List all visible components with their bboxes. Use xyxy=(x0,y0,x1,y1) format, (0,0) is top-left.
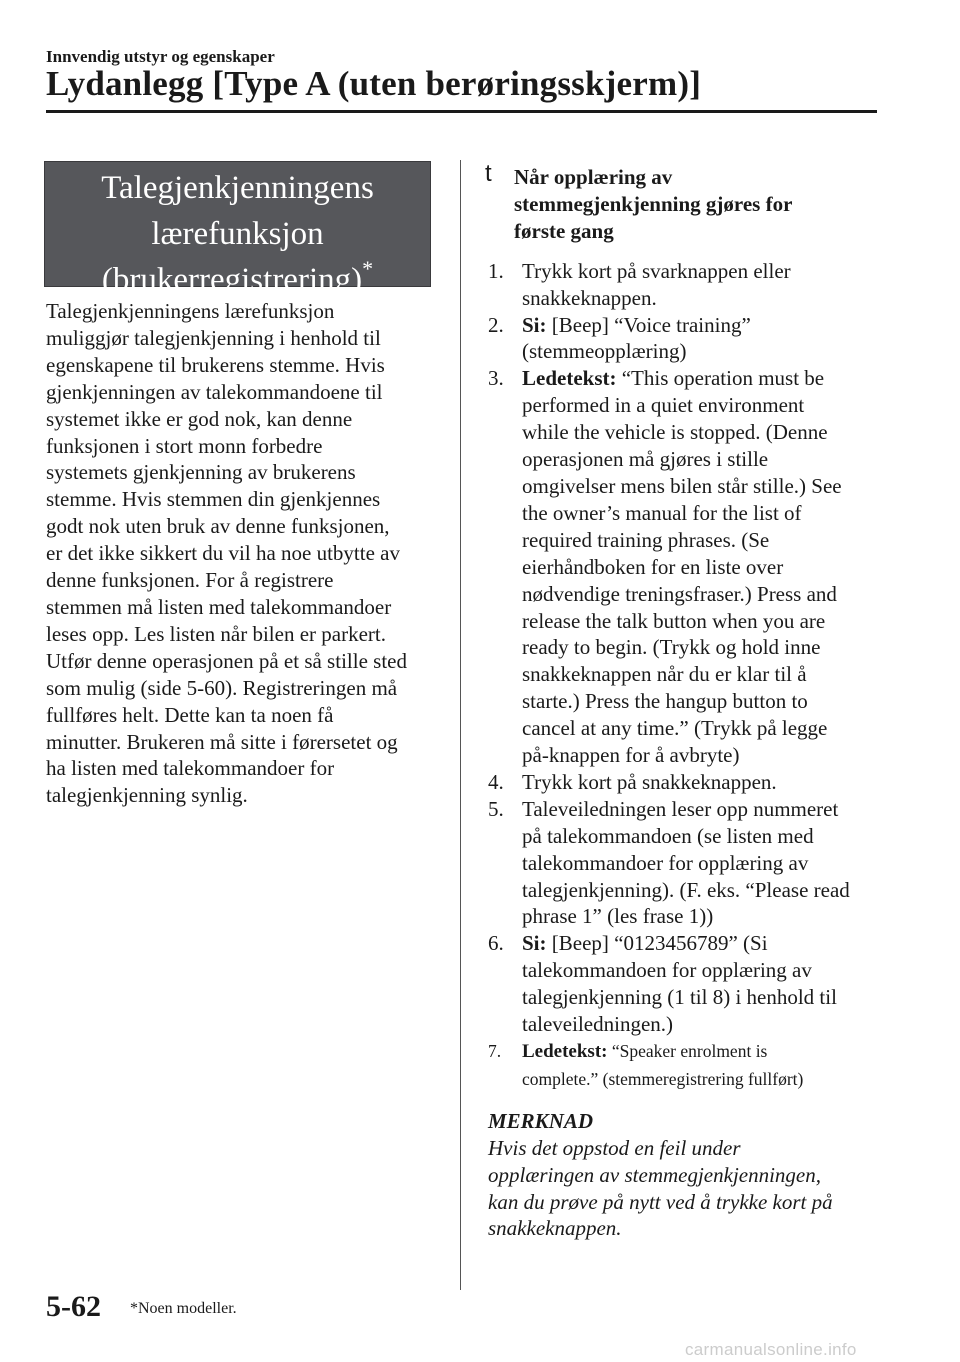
intro-line: Utfør denne operasjonen på et så stille sted xyxy=(46,648,407,673)
step-text: omgivelser mens bilen står stille.) See xyxy=(522,473,842,498)
heading-line-2: lærefunksjon xyxy=(151,216,324,252)
step-text: (stemmeopplæring) xyxy=(522,339,687,364)
step-text: ready to begin. (Trykk og hold inne xyxy=(522,635,821,660)
note-label: MERKNAD xyxy=(488,1108,594,1133)
watermark: carmanualsonline.info xyxy=(685,1340,857,1359)
note-line: snakkeknappen. xyxy=(488,1216,622,1241)
intro-paragraph xyxy=(46,298,438,809)
step-item xyxy=(488,930,888,1038)
step-number: 2. xyxy=(488,312,504,337)
intro-line: funksjonen i stort monn forbedre xyxy=(46,433,323,458)
step-text: release the talk button when you are xyxy=(522,608,826,633)
step-text: performed in a quiet environment xyxy=(522,393,805,418)
intro-line: egenskapene til brukerens stemme. Hvis xyxy=(46,352,385,377)
step-text: Trykk kort på snakkeknappen. xyxy=(522,769,777,794)
sub-heading xyxy=(485,160,888,245)
bullet-icon: t xyxy=(485,160,492,187)
intro-line: er det ikke sikkert du vil ha noe utbytte av xyxy=(46,541,400,566)
step-number: 5. xyxy=(488,796,504,821)
heading-line-1: Talegjenkjenningens xyxy=(101,170,374,206)
step-text: [Beep] “0123456789” (Si xyxy=(546,931,768,956)
step-text: [Beep] “Voice training” xyxy=(546,312,751,337)
step-text: snakkeknappen. xyxy=(522,285,657,310)
step-item xyxy=(488,365,888,769)
note-line: Hvis det oppstod en feil under xyxy=(488,1135,741,1160)
step-text: på talekommandoen (se listen med xyxy=(522,823,814,848)
sub-heading-line: første gang xyxy=(514,218,614,243)
intro-line: systemets gjenkjenning av brukerens xyxy=(46,460,356,485)
step-item xyxy=(488,258,888,312)
step-text: talegjenkjenning (1 til 8) i henhold til xyxy=(522,985,837,1010)
sub-heading-line: Når opplæring av xyxy=(514,165,673,189)
step-item xyxy=(488,1038,888,1093)
step-text: Trykk kort på svarknappen eller xyxy=(522,258,791,283)
sub-heading-line: stemmegjenkjenning gjøres for xyxy=(514,191,793,216)
step-text: taleveiledningen.) xyxy=(522,1012,674,1037)
intro-line: leses opp. Les listen når bilen er parkert. xyxy=(46,621,386,646)
note-text xyxy=(488,1135,888,1243)
step-text: phrase 1” (les frase 1)) xyxy=(522,904,714,929)
intro-line: denne funksjonen. For å registrere xyxy=(46,568,334,593)
heading-line-3 xyxy=(45,257,430,303)
column-divider xyxy=(460,160,461,1290)
step-number: 4. xyxy=(488,769,504,794)
intro-line: Talegjenkjenningens lærefunksjon xyxy=(46,299,335,323)
step-label: Si: xyxy=(522,312,547,337)
step-text: complete.” (stemmeregistrering fullført) xyxy=(522,1068,804,1089)
step-text: talekommandoer for opplæring av xyxy=(522,850,809,875)
step-item xyxy=(488,769,888,796)
page-number: 5-62 xyxy=(46,1290,101,1323)
step-label: Ledetekst: xyxy=(522,1041,608,1062)
step-text: nødvendige treningsfraser.) Press and xyxy=(522,581,837,606)
intro-line: ha listen med talekommandoer for xyxy=(46,756,335,781)
heading-line-3-text: (brukerregistrering) xyxy=(101,262,363,298)
step-text: eierhåndboken for en liste over xyxy=(522,554,784,579)
section-heading-box xyxy=(44,161,431,298)
intro-line: som mulig (side 5-60). Registreringen må xyxy=(46,675,398,700)
intro-line: minutter. Brukeren må sitte i førersetet og xyxy=(46,729,398,754)
step-text: “This operation must be xyxy=(616,366,825,391)
intro-line: gjenkjenningen av talekommandoene til xyxy=(46,379,383,404)
title-rule xyxy=(46,110,877,113)
intro-line: godt nok uten bruk av denne funksjonen, xyxy=(46,514,390,539)
step-number: 7. xyxy=(488,1041,502,1061)
intro-line: systemet ikke er god nok, kan denne xyxy=(46,406,353,431)
step-label: Ledetekst: xyxy=(522,366,617,391)
step-text: starte.) Press the hangup button to xyxy=(522,689,808,714)
step-text: “Speaker enrolment is xyxy=(607,1041,768,1061)
step-text: talekommandoen for opplæring av xyxy=(522,958,812,983)
step-text: på-knappen for å avbryte) xyxy=(522,743,740,768)
intro-line: stemmen må listen med talekommandoer xyxy=(46,594,392,619)
step-label: Si: xyxy=(522,931,547,956)
intro-line: fullføres helt. Dette kan ta noen få xyxy=(46,702,334,727)
section-label: Innvendig utstyr og egenskaper xyxy=(46,47,275,66)
steps-list xyxy=(488,258,888,1093)
chapter-title: Lydanlegg [Type A (uten berøringsskjerm)] xyxy=(46,64,702,103)
footnote: *Noen modeller. xyxy=(130,1300,237,1317)
note-line: kan du prøve på nytt ved å trykke kort på xyxy=(488,1189,833,1214)
step-number: 3. xyxy=(488,366,504,391)
step-text: cancel at any time.” (Trykk på legge xyxy=(522,716,828,741)
step-item xyxy=(488,312,888,366)
step-text: Taleveiledningen leser opp nummeret xyxy=(522,796,839,821)
intro-line: stemme. Hvis stemmen din gjenkjennes xyxy=(46,487,381,512)
intro-line: muliggjør talegjenkjenning i henhold til xyxy=(46,325,381,350)
step-text: while the vehicle is stopped. (Denne xyxy=(522,420,828,445)
step-text: operasjonen må gjøres i stille xyxy=(522,447,769,472)
step-text: talegjenkjenning). (F. eks. “Please read xyxy=(522,877,850,902)
step-text: required training phrases. (Se xyxy=(522,527,770,552)
intro-line: talegjenkjenning synlig. xyxy=(46,783,248,808)
note-line: opplæringen av stemmegjenkjenningen, xyxy=(488,1162,822,1187)
step-number: 1. xyxy=(488,258,504,283)
step-text: the owner’s manual for the list of xyxy=(522,500,802,525)
right-column xyxy=(485,160,888,1242)
footnote-marker: * xyxy=(362,256,374,281)
step-number: 6. xyxy=(488,931,504,956)
step-item xyxy=(488,796,888,931)
step-text: snakkeknappen når du er klar til å xyxy=(522,662,807,687)
